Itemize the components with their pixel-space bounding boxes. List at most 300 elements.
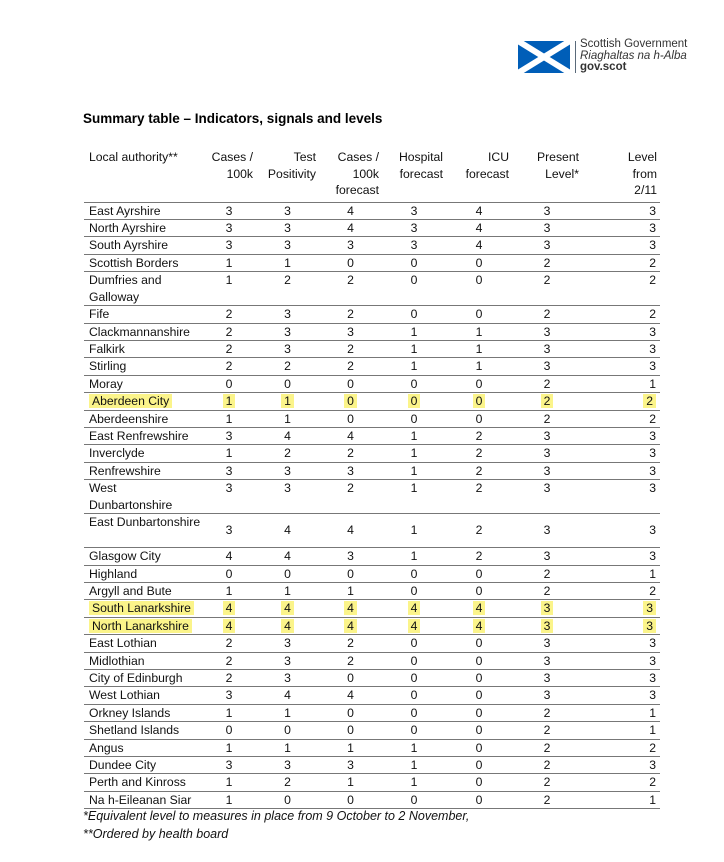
column-header-line: Cases / (337, 150, 379, 164)
cell-value: 1 (284, 411, 291, 426)
cell-value: 1 (410, 324, 418, 339)
value-cell (512, 340, 582, 357)
value-cell (582, 410, 660, 427)
cell-value: 2 (543, 307, 551, 322)
value-cell (512, 514, 582, 548)
value-cell (446, 757, 512, 774)
cell-value: 2 (347, 359, 354, 374)
local-authority-cell (84, 670, 202, 687)
value-cell (202, 514, 256, 548)
value-cell (319, 306, 382, 323)
cell-value: 3 (543, 428, 551, 443)
cell-value: 0 (410, 584, 418, 598)
value-cell (382, 480, 446, 514)
value-cell (582, 583, 660, 600)
value-cell (256, 600, 319, 617)
cell-value: 2 (543, 758, 551, 773)
cell-value: 3 (225, 238, 233, 253)
cell-value: 3 (347, 238, 354, 253)
local-authority-name: Shetland Islands (89, 723, 180, 738)
cell-value: 1 (225, 584, 233, 598)
cell-value: 1 (284, 740, 291, 755)
saltire-flag-icon (518, 41, 570, 73)
cell-value: 2 (543, 255, 551, 270)
value-cell (446, 306, 512, 323)
cell-value: 3 (649, 523, 656, 538)
value-cell (446, 323, 512, 340)
table-row (84, 722, 660, 739)
value-cell (582, 219, 660, 236)
cell-value: 1 (223, 394, 236, 408)
value-cell (512, 306, 582, 323)
cell-value: 3 (284, 324, 291, 339)
cell-value: 0 (347, 792, 354, 807)
value-cell (512, 704, 582, 721)
cell-value: 4 (225, 549, 233, 564)
value-cell (256, 565, 319, 582)
value-cell (319, 565, 382, 582)
value-cell (582, 254, 660, 271)
table-row (84, 565, 660, 582)
value-cell (446, 617, 512, 634)
value-cell (202, 635, 256, 652)
cell-value: 3 (284, 758, 291, 773)
local-authority-name: Glasgow City (89, 549, 161, 564)
value-cell (319, 722, 382, 739)
column-header-line: Hospital (398, 150, 443, 164)
cell-value: 2 (475, 481, 483, 496)
value-cell (382, 600, 446, 617)
footnote-order: **Ordered by health board (83, 827, 229, 841)
local-authority-cell (84, 340, 202, 357)
value-cell (202, 548, 256, 565)
local-authority-cell (84, 393, 202, 410)
value-cell (202, 670, 256, 687)
cell-value: 3 (649, 758, 656, 773)
cell-value: 3 (543, 688, 551, 703)
cell-value: 3 (543, 324, 551, 339)
value-cell (512, 565, 582, 582)
cell-value: 0 (410, 723, 418, 738)
value-cell (319, 254, 382, 271)
cell-value: 1 (410, 463, 418, 478)
column-header-line: Test (293, 150, 316, 164)
cell-value: 4 (475, 203, 483, 218)
local-authority-name: Highland (89, 566, 138, 581)
local-authority-name: East Renfrewshire (89, 428, 189, 443)
value-cell (319, 445, 382, 462)
value-cell (512, 202, 582, 219)
value-cell (202, 617, 256, 634)
table-row (84, 375, 660, 392)
local-authority-cell (84, 635, 202, 652)
value-cell (582, 635, 660, 652)
cell-value: 3 (543, 549, 551, 564)
cell-value: 0 (347, 411, 354, 426)
table-row (84, 600, 660, 617)
value-cell (512, 375, 582, 392)
value-cell (446, 358, 512, 375)
cell-value: 3 (284, 653, 291, 668)
value-cell (319, 427, 382, 444)
cell-value: 2 (347, 653, 354, 668)
cell-value: 3 (541, 619, 554, 633)
value-cell (446, 272, 512, 306)
local-authority-cell (84, 757, 202, 774)
value-cell (512, 462, 582, 479)
value-cell (582, 687, 660, 704)
value-cell (319, 757, 382, 774)
value-cell (512, 722, 582, 739)
cell-value: 1 (347, 775, 354, 790)
cell-value: 2 (649, 584, 656, 598)
value-cell (256, 358, 319, 375)
value-cell (446, 774, 512, 791)
cell-value: 1 (410, 359, 418, 374)
local-authority-name: City of Edinburgh (89, 671, 183, 686)
value-cell (446, 393, 512, 410)
cell-value: 0 (475, 740, 483, 755)
value-cell (256, 202, 319, 219)
table-row (84, 704, 660, 721)
value-cell (582, 514, 660, 548)
value-cell (512, 548, 582, 565)
cell-value: 1 (347, 740, 354, 755)
value-cell (319, 583, 382, 600)
column-header-line: Local authority** (89, 150, 178, 164)
value-cell (319, 323, 382, 340)
value-cell (382, 237, 446, 254)
value-cell (582, 739, 660, 756)
cell-value: 3 (225, 203, 233, 218)
value-cell (446, 704, 512, 721)
local-authority-name: North Lanarkshire (89, 619, 192, 633)
value-cell (202, 600, 256, 617)
value-cell (446, 202, 512, 219)
column-header-line: 100k (226, 166, 253, 181)
cell-value: 0 (347, 566, 354, 581)
cell-value: 2 (347, 341, 354, 356)
cell-value: 1 (475, 341, 483, 356)
cell-value: 1 (284, 705, 291, 720)
cell-value: 3 (649, 688, 656, 703)
value-cell (319, 410, 382, 427)
value-cell (202, 323, 256, 340)
value-cell (582, 237, 660, 254)
value-cell (512, 583, 582, 600)
value-cell (256, 445, 319, 462)
value-cell (446, 427, 512, 444)
value-cell (319, 617, 382, 634)
cell-value: 4 (223, 601, 236, 615)
table-row (84, 323, 660, 340)
column-header-line: Level* (545, 166, 579, 181)
cell-value: 0 (410, 255, 418, 270)
cell-value: 4 (473, 619, 486, 633)
cell-value: 3 (649, 324, 656, 339)
value-cell (382, 565, 446, 582)
column-header (256, 149, 319, 202)
cell-value: 1 (225, 775, 233, 790)
value-cell (202, 565, 256, 582)
value-cell (256, 393, 319, 410)
value-cell (256, 462, 319, 479)
value-cell (382, 704, 446, 721)
table-body (84, 202, 660, 809)
cell-value: 3 (543, 523, 551, 538)
value-cell (446, 565, 512, 582)
value-cell (319, 652, 382, 669)
cell-value: 2 (543, 584, 551, 598)
cell-value: 0 (410, 411, 418, 426)
cell-value: 2 (225, 324, 233, 339)
cell-value: 0 (475, 584, 483, 598)
local-authority-cell (84, 514, 202, 548)
value-cell (446, 237, 512, 254)
local-authority-cell (84, 548, 202, 565)
cell-value: 0 (410, 671, 418, 686)
cell-value: 2 (475, 463, 483, 478)
cell-value: 3 (225, 220, 233, 235)
value-cell (319, 462, 382, 479)
value-cell (202, 791, 256, 808)
cell-value: 1 (410, 523, 418, 538)
cell-value: 3 (284, 671, 291, 686)
value-cell (382, 375, 446, 392)
cell-value: 3 (649, 463, 656, 478)
value-cell (256, 340, 319, 357)
value-cell (582, 548, 660, 565)
value-cell (319, 219, 382, 236)
table-row (84, 393, 660, 410)
value-cell (582, 427, 660, 444)
local-authority-name: Dundee City (89, 758, 157, 773)
value-cell (382, 635, 446, 652)
cell-value: 0 (475, 723, 483, 738)
local-authority-name: Stirling (89, 359, 127, 374)
value-cell (446, 514, 512, 548)
value-cell (319, 340, 382, 357)
cell-value: 3 (643, 619, 656, 633)
cell-value: 0 (475, 255, 483, 270)
logo-text (580, 39, 687, 74)
cell-value: 3 (543, 203, 551, 218)
value-cell (319, 774, 382, 791)
cell-value: 2 (543, 705, 551, 720)
cell-value: 4 (344, 601, 357, 615)
cell-value: 0 (344, 394, 357, 408)
local-authority-name: Perth and Kinross (89, 775, 186, 790)
value-cell (582, 600, 660, 617)
column-header (446, 149, 512, 202)
value-cell (382, 514, 446, 548)
value-cell (319, 393, 382, 410)
value-cell (446, 652, 512, 669)
cell-value: 3 (410, 203, 418, 218)
value-cell (446, 739, 512, 756)
cell-value: 3 (543, 671, 551, 686)
local-authority-name: Scottish Borders (89, 255, 179, 270)
value-cell (256, 254, 319, 271)
value-cell (582, 306, 660, 323)
value-cell (446, 670, 512, 687)
cell-value: 2 (225, 653, 233, 668)
column-header-line: forecast (399, 166, 443, 181)
value-cell (582, 565, 660, 582)
cell-value: 3 (410, 238, 418, 253)
value-cell (256, 791, 319, 808)
cell-value: 2 (225, 359, 233, 374)
cell-value: 0 (347, 376, 354, 391)
value-cell (202, 202, 256, 219)
cell-value: 3 (543, 220, 551, 235)
cell-value: 0 (410, 792, 418, 807)
cell-value: 2 (475, 428, 483, 443)
value-cell (446, 548, 512, 565)
value-cell (446, 600, 512, 617)
cell-value: 3 (543, 238, 551, 253)
value-cell (582, 462, 660, 479)
value-cell (319, 704, 382, 721)
local-authority-cell (84, 687, 202, 704)
value-cell (319, 791, 382, 808)
value-cell (382, 219, 446, 236)
local-authority-cell (84, 462, 202, 479)
value-cell (256, 774, 319, 791)
cell-value: 0 (225, 376, 233, 391)
cell-value: 0 (473, 394, 486, 408)
cell-value: 1 (649, 792, 656, 807)
value-cell (202, 306, 256, 323)
cell-value: 3 (649, 481, 656, 496)
cell-value: 0 (408, 394, 421, 408)
cell-value: 0 (284, 376, 291, 391)
footnote-level: *Equivalent level to measures in place from 9 October to 2 November, (83, 809, 470, 823)
cell-value: 3 (284, 463, 291, 478)
cell-value: 0 (475, 705, 483, 720)
table-row (84, 652, 660, 669)
value-cell (256, 272, 319, 306)
cell-value: 1 (410, 341, 418, 356)
cell-value: 3 (225, 688, 233, 703)
value-cell (446, 722, 512, 739)
cell-value: 4 (347, 428, 354, 443)
cell-value: 0 (225, 566, 233, 581)
local-authority-cell (84, 427, 202, 444)
summary-table (84, 149, 660, 809)
cell-value: 0 (284, 723, 291, 738)
cell-value: 1 (649, 566, 656, 581)
value-cell (319, 202, 382, 219)
value-cell (446, 410, 512, 427)
cell-value: 4 (284, 523, 291, 538)
local-authority-cell (84, 306, 202, 323)
cell-value: 0 (475, 307, 483, 322)
cell-value: 3 (649, 220, 656, 235)
table-row (84, 219, 660, 236)
value-cell (256, 687, 319, 704)
value-cell (256, 704, 319, 721)
value-cell (512, 670, 582, 687)
value-cell (202, 445, 256, 462)
table-row (84, 237, 660, 254)
cell-value: 3 (543, 653, 551, 668)
value-cell (582, 202, 660, 219)
cell-value: 1 (225, 705, 233, 720)
value-cell (256, 306, 319, 323)
column-header (319, 149, 382, 202)
value-cell (382, 617, 446, 634)
local-authority-cell (84, 652, 202, 669)
value-cell (202, 375, 256, 392)
cell-value: 1 (284, 255, 291, 270)
cell-value: 0 (475, 376, 483, 391)
cell-value: 2 (347, 446, 354, 461)
cell-value: 1 (410, 740, 418, 755)
value-cell (382, 670, 446, 687)
value-cell (382, 687, 446, 704)
cell-value: 2 (284, 359, 291, 374)
value-cell (256, 652, 319, 669)
local-authority-cell (84, 445, 202, 462)
value-cell (202, 272, 256, 306)
value-cell (256, 722, 319, 739)
cell-value: 3 (543, 481, 551, 496)
value-cell (202, 583, 256, 600)
value-cell (319, 687, 382, 704)
table-row (84, 670, 660, 687)
cell-value: 1 (410, 481, 418, 496)
cell-value: 2 (543, 740, 551, 755)
cell-value: 3 (649, 359, 656, 374)
cell-value: 1 (225, 273, 233, 288)
cell-value: 3 (284, 220, 291, 235)
column-header-line: ICU (488, 150, 509, 164)
cell-value: 3 (347, 463, 354, 478)
cell-value: 2 (347, 481, 354, 496)
cell-value: 3 (649, 428, 656, 443)
cell-value: 3 (649, 238, 656, 253)
value-cell (202, 358, 256, 375)
local-authority-name: West Dunbartonshire (89, 481, 173, 512)
column-header-line: Cases / (211, 150, 253, 164)
value-cell (202, 410, 256, 427)
local-authority-name: Argyll and Bute (89, 584, 172, 598)
value-cell (582, 704, 660, 721)
value-cell (202, 393, 256, 410)
value-cell (256, 514, 319, 548)
value-cell (382, 202, 446, 219)
cell-value: 2 (649, 740, 656, 755)
value-cell (202, 652, 256, 669)
table-row (84, 548, 660, 565)
cell-value: 4 (284, 688, 291, 703)
value-cell (382, 323, 446, 340)
table-row (84, 617, 660, 634)
local-authority-cell (84, 600, 202, 617)
local-authority-name: South Lanarkshire (89, 601, 194, 615)
cell-value: 4 (347, 203, 354, 218)
cell-value: 3 (543, 463, 551, 478)
value-cell (382, 358, 446, 375)
cell-value: 0 (410, 653, 418, 668)
cell-value: 0 (475, 653, 483, 668)
value-cell (256, 583, 319, 600)
cell-value: 0 (284, 566, 291, 581)
column-header (202, 149, 256, 202)
value-cell (319, 739, 382, 756)
cell-value: 3 (284, 203, 291, 218)
